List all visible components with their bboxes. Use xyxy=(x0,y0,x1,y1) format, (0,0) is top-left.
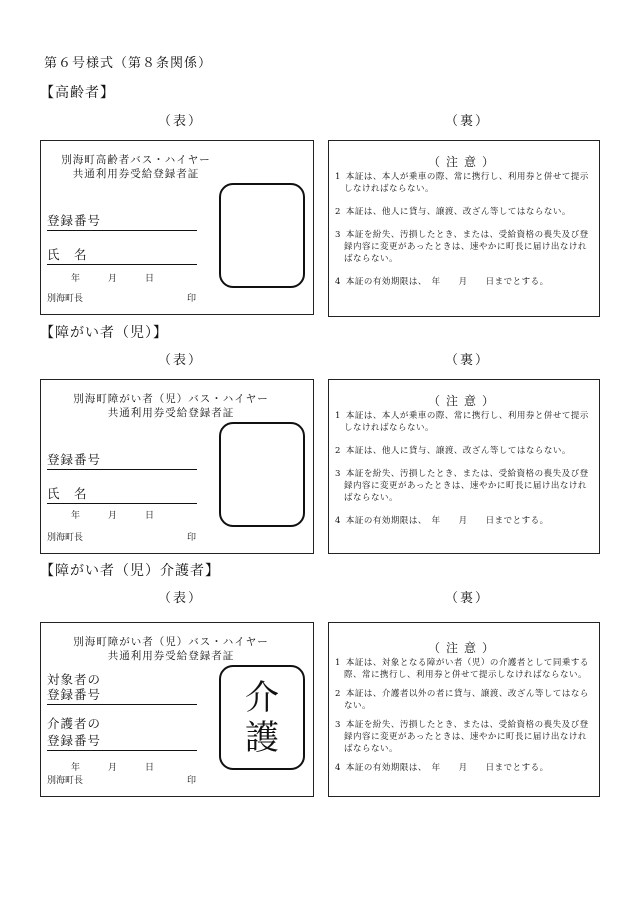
card-title-line2: 共通利用券受給登録者証 xyxy=(72,168,200,180)
notice-item: 2 本証は、他人に貸与、譲渡、改ざん等してはならない。 xyxy=(335,207,571,217)
seal-mark: 印 xyxy=(187,533,197,543)
name-field: 氏 名 xyxy=(47,484,197,504)
card-title-line1: 別海町障がい者（児）バス・ハイヤー xyxy=(73,393,269,405)
issue-date: 年 月 日 xyxy=(71,511,155,521)
registration-number-field: 登録番号 xyxy=(47,211,197,231)
notice-item: 2 本証は、介護者以外の者に貸与、譲渡、改ざん等してはならない。 xyxy=(335,689,589,711)
caregiver-label: 介護者の xyxy=(47,716,102,731)
notice-title: （注意） xyxy=(427,155,500,169)
notice-title: （注意） xyxy=(427,641,500,655)
card-title-line2: 共通利用券受給登録者証 xyxy=(107,407,235,419)
notice-item: 1 本証は、対象となる障がい者（児）の介護者として同乗する際、常に携行し、利用券と併せて提示しなければならない。 xyxy=(335,658,589,680)
back-label: （裏） xyxy=(445,353,491,368)
notice-item: 3 本証を紛失、汚損したとき、または、受給資格の喪失及び登録内容に変更があったときは、速やかに町長に届け出なければならない。 xyxy=(335,720,589,754)
target-registration-number-field: 登録番号 xyxy=(47,685,197,705)
issue-date: 年 月 日 xyxy=(71,763,155,773)
photo-box xyxy=(219,183,305,288)
seal-mark: 印 xyxy=(187,294,197,304)
back-label: （裏） xyxy=(445,114,491,129)
back-label: （裏） xyxy=(445,591,491,606)
card-title-line2: 共通利用券受給登録者証 xyxy=(107,650,235,662)
card-title xyxy=(41,153,231,181)
front-label: （表） xyxy=(158,114,204,129)
card-front-caregiver xyxy=(40,622,314,797)
card-back-disabled xyxy=(328,379,600,554)
mayor-label: 別海町長 xyxy=(47,533,84,543)
card-title-line1: 別海町高齢者バス・ハイヤー xyxy=(61,154,211,166)
notice-item: 2 本証は、他人に貸与、譲渡、改ざん等してはならない。 xyxy=(335,446,571,456)
mayor-label: 別海町長 xyxy=(47,776,84,786)
mayor-label: 別海町長 xyxy=(47,294,84,304)
kaigo-char: 護 xyxy=(245,717,279,758)
card-title-line1: 別海町障がい者（児）バス・ハイヤー xyxy=(73,636,269,648)
registration-number-field: 登録番号 xyxy=(47,450,197,470)
card-title xyxy=(41,635,301,663)
notice-item: 3 本証を紛失、汚損したとき、または、受給資格の喪失及び登録内容に変更があったときは、速やかに町長に届け出なければならない。 xyxy=(335,230,589,264)
notice-item: 1 本証は、本人が乗車の際、常に携行し、利用券と併せて提示しなければならない。 xyxy=(335,411,589,433)
notice-list xyxy=(335,171,593,299)
photo-box xyxy=(219,422,305,527)
issue-date: 年 月 日 xyxy=(71,274,155,284)
kaigo-char: 介 xyxy=(245,677,279,718)
notice-list xyxy=(335,410,593,538)
notice-item: 1 本証は、本人が乗車の際、常に携行し、利用券と併せて提示しなければならない。 xyxy=(335,172,589,194)
caregiver-registration-number-field: 登録番号 xyxy=(47,731,197,751)
notice-title: （注意） xyxy=(427,394,500,408)
front-label: （表） xyxy=(158,591,204,606)
card-title xyxy=(41,392,301,420)
target-person-label: 対象者の xyxy=(47,672,102,687)
notice-item: 3 本証を紛失、汚損したとき、または、受給資格の喪失及び登録内容に変更があったときは、速やかに町長に届け出なければならない。 xyxy=(335,469,589,503)
section-title-disabled: 【障がい者（児）】 xyxy=(40,325,168,341)
section-title-elderly: 【高齢者】 xyxy=(40,85,115,101)
front-label: （表） xyxy=(158,353,204,368)
card-front-disabled xyxy=(40,379,314,554)
card-back-elderly xyxy=(328,140,600,317)
name-field: 氏 名 xyxy=(47,245,197,265)
notice-item: 4 本証の有効期限は、 年 月 日までとする。 xyxy=(335,763,549,773)
notice-item: 4 本証の有効期限は、 年 月 日までとする。 xyxy=(335,516,549,526)
notice-item: 4 本証の有効期限は、 年 月 日までとする。 xyxy=(335,277,549,287)
section-title-caregiver: 【障がい者（児）介護者】 xyxy=(40,563,220,579)
card-back-caregiver xyxy=(328,622,600,797)
form-number: 第６号様式（第８条関係） xyxy=(44,56,213,71)
card-front-elderly xyxy=(40,140,314,315)
caregiver-stamp-box xyxy=(219,665,305,770)
seal-mark: 印 xyxy=(187,776,197,786)
notice-list xyxy=(335,657,593,781)
